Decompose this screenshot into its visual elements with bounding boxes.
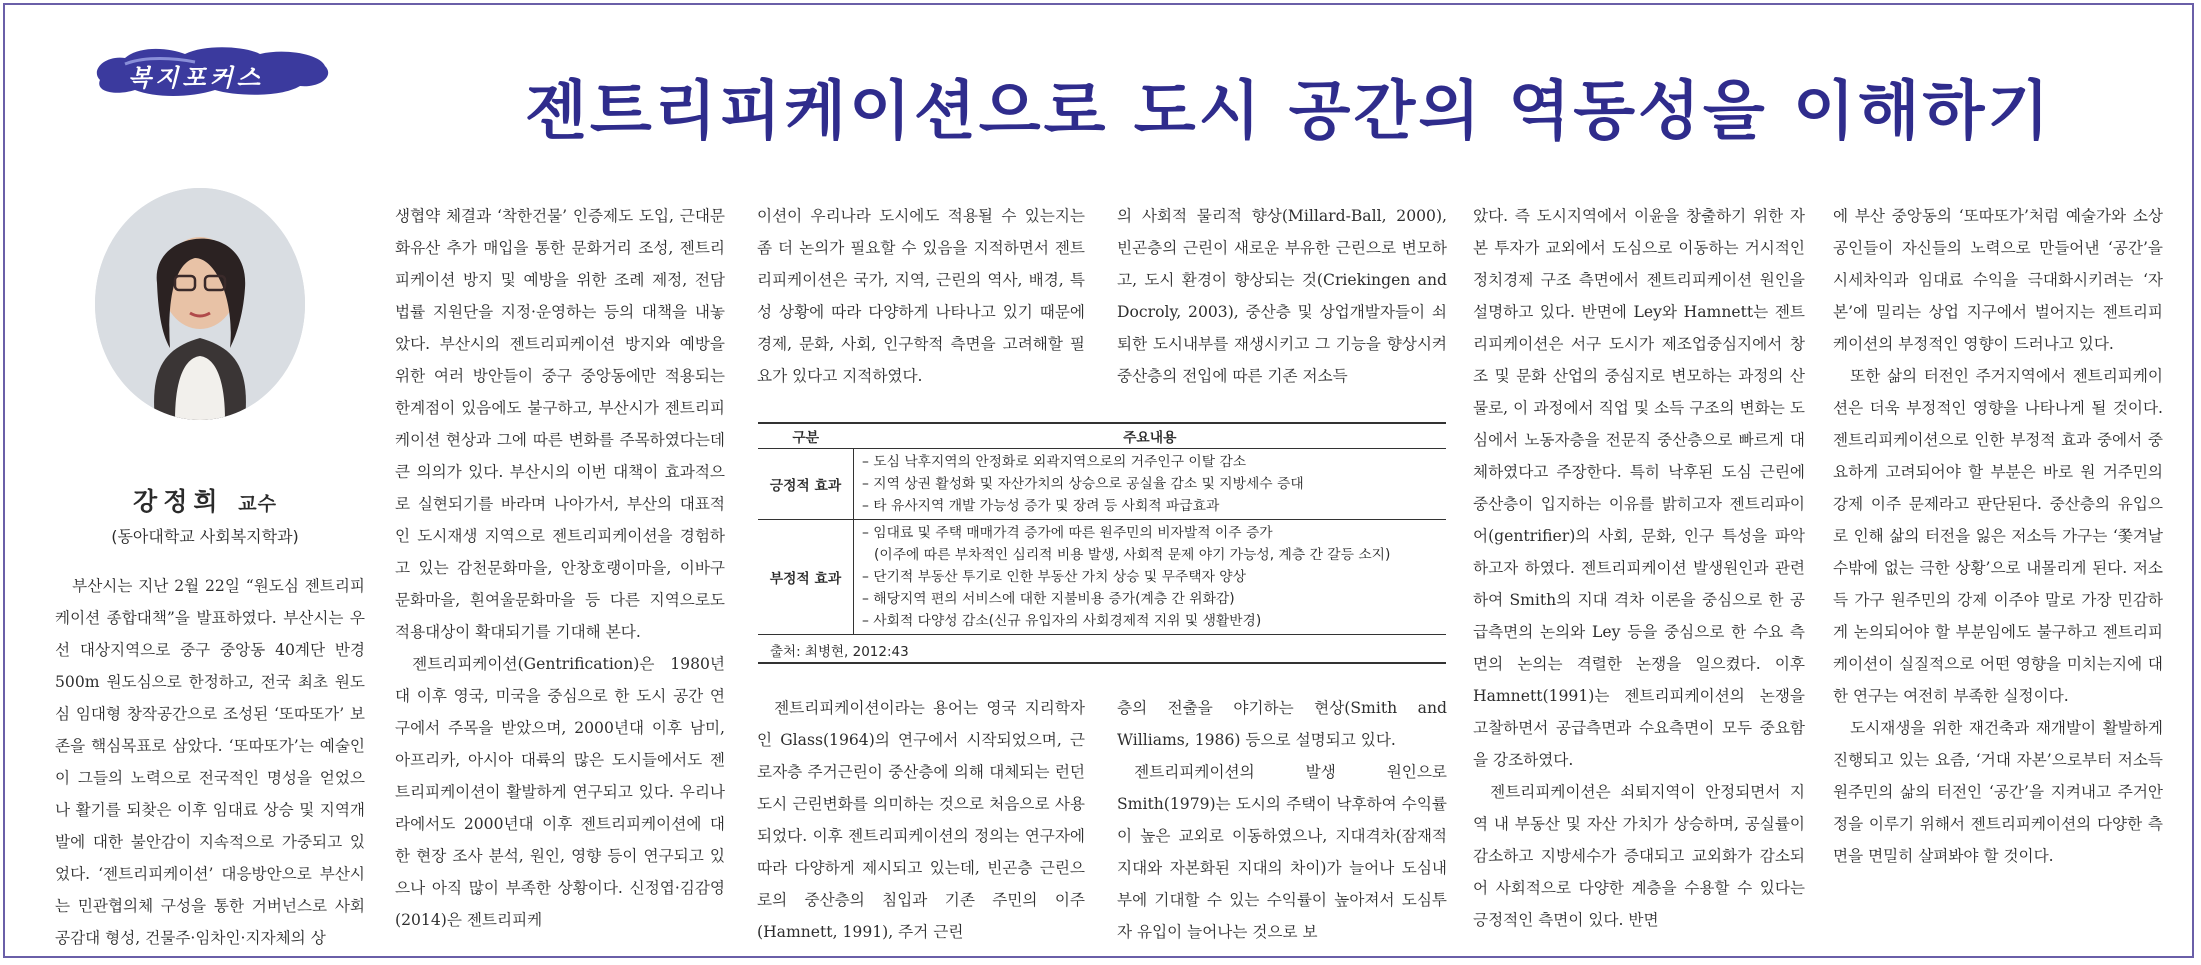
paragraph: 젠트리피케이션(Gentrification)은 1980년대 이후 영국, 미국을 중심으로 한 도시 공간 연구에서 주목을 받았으며, 2000년대 이후 남미, 아프리카, 아시아 대륙의 많은 도시들에서도 젠트리피케이션이 활발하게 연구되고 있다. 우리나라에서도 2000년대 이후 젠트리피케이션에 대한 현장 조사 분석, 원인, 영향 등이 연구되고 있으나 아직 많이 부족한 상황이다. 신정엽·김감영(2014)은 젠트리피케 — [395, 655, 725, 929]
table-header: 주요내용 — [854, 423, 1447, 449]
table-bottom-rule — [758, 662, 1446, 664]
author-block — [90, 482, 320, 547]
paragraph: 젠트리피케이션의 발생 원인으로 Smith(1979)는 도시의 주택이 낙후하여 수익률이 높은 교외로 이동하였으나, 지대격차(잠재적 지대와 자본화된 지대의 차이)가 늘어나 도심내부에 기대할 수 있는 수익률이 높아져서 도심투자 유입이 늘어나는 것으로 보 — [1117, 763, 1447, 941]
paragraph: 젠트리피케이션은 쇠퇴지역이 안정되면서 지역 내 부동산 및 자산 가치가 상승하며, 공실률이 감소하고 지방세수가 증대되고 교외화가 감소되어 사회적으로 다양한 계층을 수용할 수 있다는 긍정적인 측면이 있다. 반면 — [1473, 783, 1805, 929]
paragraph: 았다. 즉 도시지역에서 이윤을 창출하기 위한 자본 투자가 교외에서 도심으로 이동하는 거시적인 정치경제 구조 측면에서 젠트리피케이션 원인을 설명하고 있다. 반면에 Ley와 Hamnett는 젠트리피케이션은 서구 도시가 제조업중심지에서 창조 및 문화 산업의 중심지로 변모하는 과정의 산물로, 이 과정에서 직업 및 소득 구조의 변화는 도심에서 노동자층을 전문직 중산층으로 빠르게 대체하였다고 주장한다. 특히 낙후된 도심 근린에 중산층이 입지하는 이유를 밝히고자 젠트리파이어(gentrifier)의 사회, 문화, 인구 특성을 파악하고자 하였다. 젠트리피케이션 발생원인과 관련하여 Smith의 지대 격차 이론을 중심으로 한 공급측면의 논의와 Ley 등을 중심으로 한 수요 측면의 논의는 격렬한 논쟁을 일으켰다. 이후 Hamnett(1991)는 젠트리피케이션의 논쟁을 고찰하면서 공급측면과 수요측면이 모두 중요함을 강조하였다. — [1473, 207, 1805, 769]
article-headline: 젠트리피케이션으로 도시 공간의 역동성을 이해하기 — [525, 75, 2053, 149]
article-column-1 — [55, 570, 365, 954]
paragraph: 이션이 우리나라 도시에도 적용될 수 있는지는 좀 더 논의가 필요할 수 있음을 지적하면서 젠트리피케이션은 국가, 지역, 근린의 역사, 배경, 특성 상황에 따라 다양하게 나타나고 있기 때문에 경제, 문화, 사회, 인구학적 측면을 고려해할 필요가 있다고 지적하였다. — [757, 207, 1085, 385]
article-column-2 — [395, 200, 725, 936]
table-item: – 해당지역 편의 서비스에 대한 지불비용 증가(계층 간 위화감) — [862, 591, 1235, 607]
article-column-3-bottom — [757, 692, 1085, 948]
section-badge-label: 복지포커스 — [128, 64, 264, 92]
table-item: – 사회적 다양성 감소(신규 유입자의 사회경제적 지위 및 생활반경) — [862, 613, 1262, 629]
paragraph: 젠트리피케이션이라는 용어는 영국 지리학자인 Glass(1964)의 연구에서 시작되었으며, 근로자층 주거근린이 중산층에 의해 대체되는 런던 도시 근린변화를 의미하는 것으로 처음으로 사용되었다. 이후 젠트리피케이션의 정의는 연구자에 따라 다양하게 제시되고 있는데, 빈곤층 근린으로의 중산층의 침입과 기존 주민의 이주(Hamnett, 1991), 주거 근린 — [757, 699, 1085, 941]
paragraph: 생협약 체결과 ‘착한건물’ 인증제도 도입, 근대문화유산 추가 매입을 통한 문화거리 조성, 젠트리피케이션 방지 및 예방을 위한 조례 제정, 전담 법률 지원단을 지정·운영하는 등의 대책을 내놓았다. 부산시의 젠트리피케이션 방지와 예방을 위한 여러 방안들이 중구 중앙동에만 적용되는 한계점이 있음에도 불구하고, 부산시가 젠트리피케이션 현상과 그에 따른 변화를 주목하였다는데 큰 의의가 있다. 부산시의 이번 대책이 효과적으로 실현되기를 바라며 나아가서, 부산의 대표적인 도시재생 지역으로 젠트리피케이션을 경험하고 있는 감천문화마을, 안창호랭이마을, 이바구문화마을, 흰여울문화마을 등 다른 지역으로도 적용대상이 확대되기를 기대해 본다. — [395, 207, 725, 641]
author-name-line — [90, 482, 320, 518]
author-name: 강정희 — [133, 487, 224, 516]
table-item: – 단기적 부동산 투기로 인한 부동산 가치 상승 및 무주택자 양상 — [862, 569, 1246, 585]
table-item: – 타 유사지역 개발 가능성 증가 및 장려 등 사회적 파급효과 — [862, 498, 1220, 514]
article-column-4-top — [1117, 200, 1447, 392]
author-photo — [95, 188, 305, 420]
article-column-6 — [1833, 200, 2163, 872]
article-column-5 — [1473, 200, 1805, 936]
article-column-4-bottom — [1117, 692, 1447, 948]
table-item: – 임대료 및 주택 매매가격 증가에 따른 원주민의 비자발적 이주 증가 — [862, 525, 1273, 541]
table-row — [758, 520, 1446, 635]
article-column-3-top — [757, 200, 1085, 392]
paragraph: 또한 삶의 터전인 주거지역에서 젠트리피케이션은 더욱 부정적인 영향을 나타나게 될 것이다. 젠트리피케이션으로 인한 부정적 효과 중에서 중요하게 고려되어야 할 부분은 바로 원 거주민의 강제 이주 문제라고 판단된다. 중산층의 유입으로 인해 삶의 터전을 잃은 저소득 가구는 ‘쫓겨날 수밖에 없는 극한 상황’으로 내몰리게 된다. 저소득 가구 원주민의 강제 이주야 말로 가장 민감하게 논의되어야 할 부분임에도 불구하고 젠트리피케이션이 실질적으로 어떤 영향을 미치는지에 대한 연구는 여전히 부족한 실정이다. — [1833, 367, 2163, 705]
paragraph: 에 부산 중앙동의 ‘또따또가’처럼 예술가와 소상공인들이 자신들의 노력으로 만들어낸 ‘공간’을 시세차익과 임대료 수익을 극대화시키려는 ‘자본’에 밀리는 상업 지구에서 벌어지는 젠트리피케이션의 부정적인 영향이 드러나고 있다. — [1833, 207, 2163, 353]
paragraph: 층의 전출을 야기하는 현상(Smith and Williams, 1986) 등으로 설명되고 있다. — [1117, 699, 1447, 749]
table-header-row — [758, 423, 1446, 449]
table-cell-category: 긍정적 효과 — [758, 449, 854, 520]
paragraph: 도시재생을 위한 재건축과 재개발이 활발하게 진행되고 있는 요즘, ‘거대 자본’으로부터 저소득 원주민의 삶의 터전인 ‘공간’을 지켜내고 주거안정을 이루기 위해서 젠트리피케이션의 다양한 측면을 면밀히 살펴봐야 할 것이다. — [1833, 719, 2163, 865]
table-cell-category: 부정적 효과 — [758, 520, 854, 635]
table-header: 구분 — [758, 423, 854, 449]
paragraph: 부산시는 지난 2월 22일 “원도심 젠트리피케이션 종합대책”을 발표하였다. 부산시는 우선 대상지역으로 중구 중앙동 40계단 반경 500m 원도심으로 한정하고, 전국 최초 원도심 임대형 창작공간으로 조성된 ‘또따또가’ 보존을 핵심목표로 삼았다. ‘또따또가’는 예술인이 그들의 노력으로 전국적인 명성을 얻었으나 활기를 되찾은 이후 임대료 상승 및 지역개발에 대한 불안감이 지속적으로 가중되고 있었다. ‘젠트리피케이션’ 대응방안으로 부산시는 민관협의체 구성을 통한 거버넌스로 사회공감대 형성, 건물주·임차인·지자체의 상 — [55, 577, 365, 947]
table-cell-items — [854, 520, 1447, 635]
author-affiliation: (동아대학교 사회복지학과) — [111, 527, 299, 546]
table-item: (이주에 따른 부차적인 심리적 비용 발생, 사회적 문제 야기 가능성, 계층 간 갈등 소지) — [874, 547, 1391, 563]
author-title: 교수 — [238, 493, 277, 515]
table-item: – 지역 상권 활성화 및 자산가치의 상승으로 공실율 감소 및 지방세수 증대 — [862, 476, 1304, 492]
effects-table — [758, 422, 1446, 635]
paragraph: 의 사회적 물리적 향상(Millard-Ball, 2000), 빈곤층의 근린이 새로운 부유한 근린으로 변모하고, 도시 환경이 향상되는 것(Criekingen and Docroly, 2003), 중산층 및 상업개발자들이 쇠퇴한 도시내부를 재생시키고 그 기능을 향상시켜 중산층의 전입에 따른 기존 저소득 — [1117, 207, 1447, 385]
table-row — [758, 449, 1446, 520]
table-cell-items — [854, 449, 1447, 520]
table-item: – 도심 낙후지역의 안정화로 외곽지역으로의 거주인구 이탈 감소 — [862, 454, 1247, 470]
table-source: 출처: 최병현, 2012:43 — [770, 644, 909, 660]
